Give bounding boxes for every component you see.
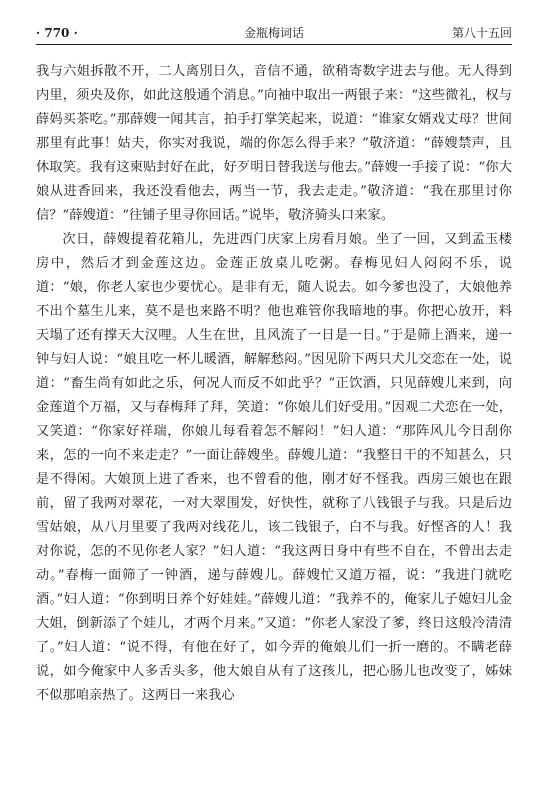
header-rule <box>36 44 512 45</box>
body-text <box>36 60 512 708</box>
paragraph-1: 我与六姐拆散不开，二人离別日久，音信不通，欲稍寄数字进去与他。无人得到内里，须央及你，如此这般通个消息。”向袖中取出一两银子来：“这些微礼，权与薛妈买茶吃。”那薛嫂一闻其言，拍手打掌笑起来，说道：“谁家女婿戏丈母？世间那里有此事！姑夫，你实对我说，端的你怎么得手来？”敬济道：“薛嫂禁声，且休取笑。我有这柬贴封好在此，好歹明日替我送与他去。”薛嫂一手接了说：“你大娘从进香回来，我还没看他去，两当一节，我去走走。”敬济道：“我在那里讨你信？”薛嫂道：“往铺子里寻你回话。”说毕，敬济骑头口来家。 <box>36 64 512 223</box>
page-header <box>36 24 512 42</box>
page-number: · 770 · <box>36 26 78 40</box>
paragraph-2: 次日，薛嫂提着花箱儿，先进西门庆家上房看月娘。坐了一回，又到孟玉楼房中，然后才到金莲这边。金莲正放桌儿吃粥。春梅见妇人闷闷不乐，说道：“娘，你老人家也少要忧心。是非有无，随人说去。如今爹也没了，大娘他养不出个墓生儿来，莫不是也来路不明？他也难管你我暗地的事。你把心放开，料天塌了还有撑天大汉哩。人生在世，且风流了一日是一日。”于是筛上酒来，递一钟与妇人说：“娘且吃一杯儿暖酒，解解愁闷。”因见阶下两只犬儿交恋在一处，说道：“畜生尚有如此之乐，何况人而反不如此乎？”正饮酒，只见薛嫂儿来到，向金莲道个万福，又与春梅拜了拜，笑道：“你娘儿们好受用。”因观二犬恋在一处，又笑道：“你家好祥瑞，你娘儿每看着怎不解闷！”妇人道：“那阵风儿今日刮你来，怎的一向不来走走？”一面让薛嫂坐。薛嫂儿道：“我整日干的不知甚么，只是不得闲。大娘顶上进了香来，也不曾看的他，刚才好不怪我。西房三娘也在跟前，留了我两对翠花，一对大翠围发，好快性，就称了八钱银子与我。只是后边雪姑娘，从八月里要了我两对线花儿，该二钱银子，白不与我。好悭吝的人！我对你说，怎的不见你老人家？”妇人道：“我这两日身中有些不自在，不曾出去走动。”春梅一面筛了一钟酒，递与薛嫂儿。薛嫂忙又道万福，说：“我进门就吃酒。”妇人道：“你到明日养个好娃娃。”薛嫂儿道：“我养不的，俺家儿子媳妇儿金大姐，倒新添了个娃儿，才两个月来。”又道：“你老人家没了爹，终日这般冷清清了。”妇人道：“说不得，有他在好了，如今弄的俺娘儿们一折一磨的。不瞒老薛说，如今俺家中人多舌头多，他大娘自从有了这孩儿，把心肠儿也改变了，姊妹不似那咱亲热了。这两日一来我心 <box>36 232 512 703</box>
book-title: 金瓶梅词话 <box>243 26 304 40</box>
chapter-title: 第八十五回 <box>451 26 512 40</box>
